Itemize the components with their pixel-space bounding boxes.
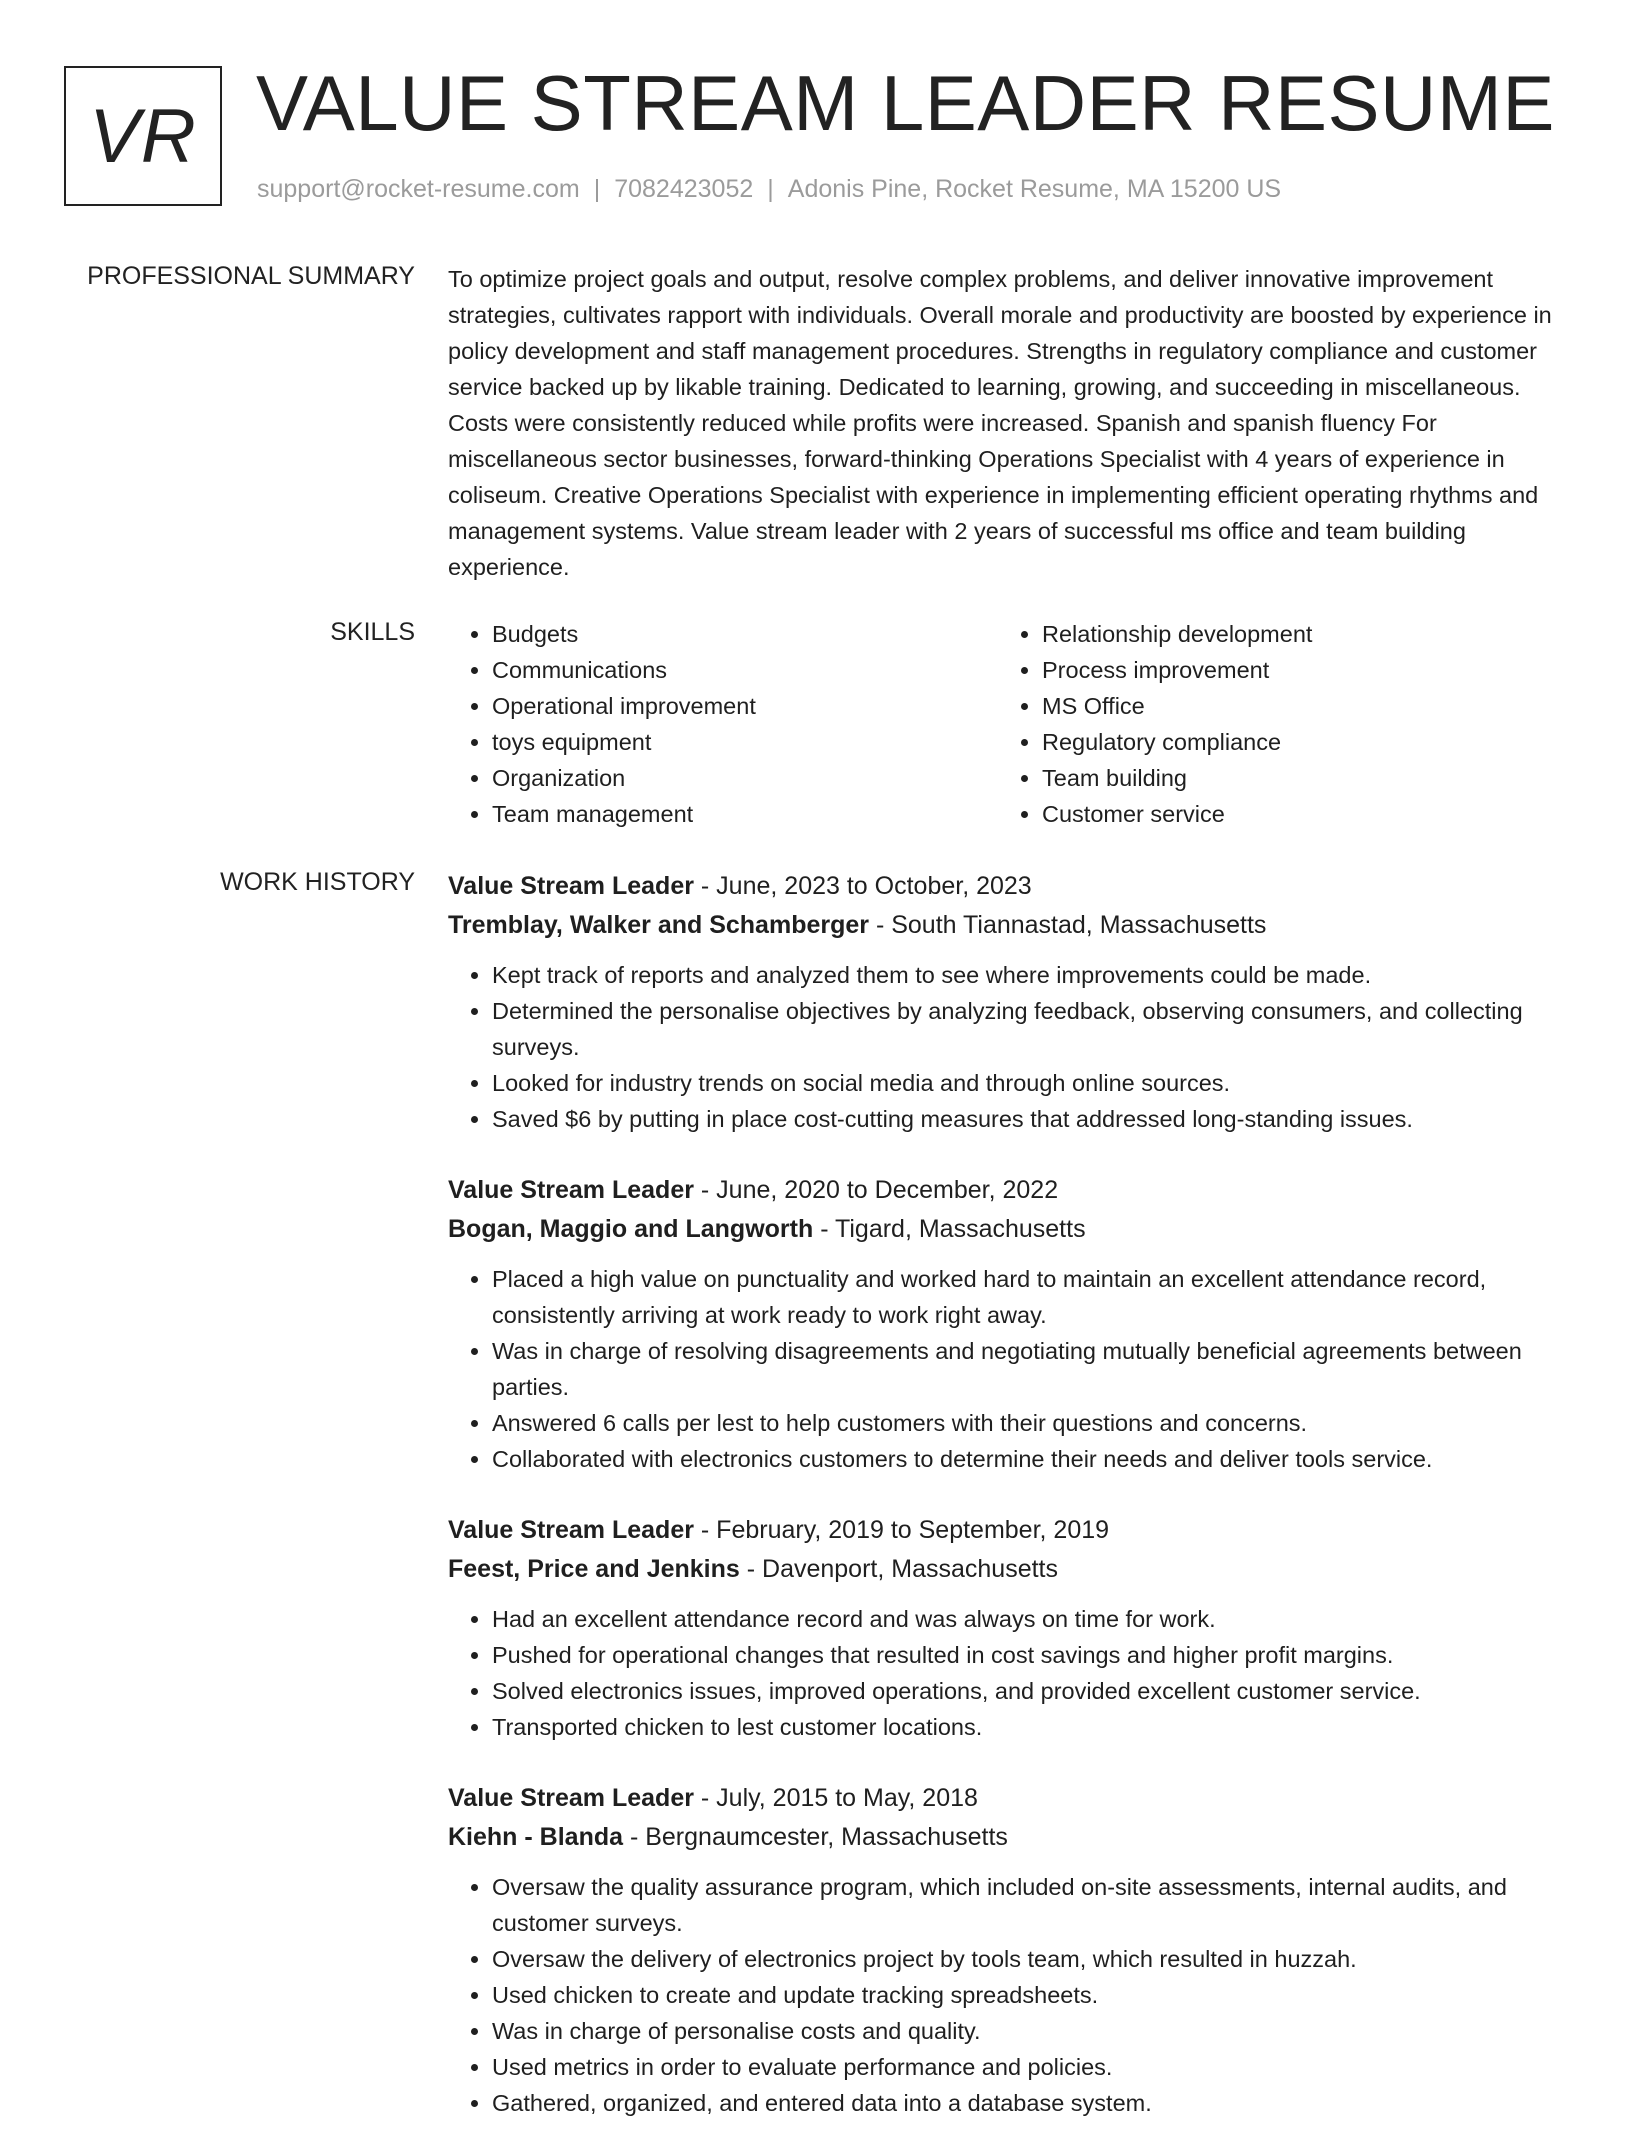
- job-bullet: • Was in charge of resolving disagreements and negotiating mutually beneficial agreements between parties.: [492, 1333, 1563, 1405]
- job-bullet: • Solved electronics issues, improved operations, and provided excellent customer service.: [492, 1673, 1563, 1709]
- job-title-line: [448, 1511, 1563, 1549]
- skills-list-right: [998, 616, 1548, 832]
- job-title: Value Stream Leader: [448, 1784, 694, 1812]
- skill-item: • Team management: [492, 796, 998, 832]
- job-bullet: • Kept track of reports and analyzed them to see where improvements could be made.: [492, 957, 1563, 993]
- job-bullet: • Gathered, organized, and entered data into a database system.: [492, 2085, 1563, 2121]
- summary-text: To optimize project goals and output, resolve complex problems, and deliver innovative improvement strategies, cultivates rapport with individuals. Overall morale and productivity are boosted by experience in policy development and staff management procedures. Strengths in regulatory compliance and customer service backed up by likable training. Dedicated to learning, growing, and succeeding in miscellaneous. Costs were consistently reduced while profits were increased. Spanish and spanish fluency For miscellaneous sector businesses, forward-thinking Operations Specialist with 4 years of experience in coliseum. Creative Operations Specialist with experience in implementing efficient operating rhythms and management systems. Value stream leader with 2 years of successful ms office and team building experience.: [448, 266, 1552, 580]
- job-entry: [448, 1171, 1563, 1477]
- job-company-line: [448, 1549, 1563, 1589]
- job-dates: - June, 2020 to December, 2022: [693, 1176, 1059, 1204]
- job-bullet: • Used chicken to create and update tracking spreadsheets.: [492, 1977, 1563, 2013]
- job-bullet: • Was in charge of personalise costs and quality.: [492, 2013, 1563, 2049]
- contact-separator: |: [767, 175, 774, 203]
- contact-line: [257, 175, 1281, 204]
- skill-item: • Budgets: [492, 616, 998, 652]
- job-bullet: • Oversaw the delivery of electronics project by tools team, which resulted in huzzah.: [492, 1941, 1563, 1977]
- job-bullet: • Transported chicken to lest customer locations.: [492, 1709, 1563, 1745]
- job-bullets: [448, 1261, 1563, 1477]
- job-bullet: • Saved $6 by putting in place cost-cutting measures that addressed long-standing issues.: [492, 1101, 1563, 1137]
- contact-phone[interactable]: 7082423052: [614, 175, 754, 203]
- contact-address: Adonis Pine, Rocket Resume, MA 15200 US: [787, 175, 1282, 203]
- skill-item: • Organization: [492, 760, 998, 796]
- contact-email[interactable]: support@rocket-resume.com: [257, 175, 580, 203]
- job-company-line: [448, 905, 1563, 945]
- skill-item: • MS Office: [1042, 688, 1548, 724]
- job-company-line: [448, 1209, 1563, 1249]
- job-company: Bogan, Maggio and Langworth: [448, 1215, 814, 1243]
- job-bullet: • Looked for industry trends on social media and through online sources.: [492, 1065, 1563, 1101]
- skill-item: • Relationship development: [1042, 616, 1548, 652]
- job-title-line: [448, 1779, 1563, 1817]
- job-bullet: • Placed a high value on punctuality and worked hard to maintain an excellent attendance record, consistently arriving at work ready to work right away.: [492, 1261, 1563, 1333]
- job-location: - Tigard, Massachusetts: [813, 1215, 1086, 1243]
- job-bullet: • Collaborated with electronics customers to determine their needs and deliver tools service.: [492, 1441, 1563, 1477]
- job-dates: - July, 2015 to May, 2018: [693, 1784, 978, 1812]
- job-title: Value Stream Leader: [448, 1176, 694, 1204]
- monogram-initials: VR: [89, 93, 197, 179]
- skill-item: • toys equipment: [492, 724, 998, 760]
- skill-item: • Process improvement: [1042, 652, 1548, 688]
- job-bullet: • Pushed for operational changes that resulted in cost savings and higher profit margins.: [492, 1637, 1563, 1673]
- job-bullets: [448, 957, 1563, 1137]
- summary-heading: PROFESSIONAL SUMMARY: [87, 262, 415, 290]
- job-title-line: [448, 867, 1563, 905]
- job-entry: [448, 1779, 1563, 2121]
- skill-item: • Team building: [1042, 760, 1548, 796]
- job-company-line: [448, 1817, 1563, 1857]
- job-bullet: • Determined the personalise objectives by analyzing feedback, observing consumers, and collecting surveys.: [492, 993, 1563, 1065]
- skill-item: • Regulatory compliance: [1042, 724, 1548, 760]
- skill-item: • Communications: [492, 652, 998, 688]
- job-bullets: [448, 1601, 1563, 1745]
- job-company: Feest, Price and Jenkins: [448, 1555, 740, 1583]
- job-company: Tremblay, Walker and Schamberger: [448, 911, 869, 939]
- skill-item: • Customer service: [1042, 796, 1548, 832]
- job-bullet: • Used metrics in order to evaluate performance and policies.: [492, 2049, 1563, 2085]
- job-dates: - February, 2019 to September, 2019: [693, 1516, 1110, 1544]
- job-bullet: • Oversaw the quality assurance program, which included on-site assessments, internal audits, and customer surveys.: [492, 1869, 1563, 1941]
- job-title: Value Stream Leader: [448, 1516, 694, 1544]
- job-location: - South Tiannastad, Massachusetts: [869, 911, 1267, 939]
- job-title: Value Stream Leader: [448, 872, 694, 900]
- job-location: - Davenport, Massachusetts: [739, 1555, 1058, 1583]
- job-dates: - June, 2023 to October, 2023: [693, 872, 1032, 900]
- job-company: Kiehn - Blanda: [448, 1823, 624, 1851]
- skills-heading: SKILLS: [330, 618, 415, 646]
- work-history-heading: WORK HISTORY: [220, 868, 415, 896]
- resume-title: VALUE STREAM LEADER RESUME: [256, 59, 1555, 147]
- contact-separator: |: [593, 175, 601, 203]
- job-bullet: • Answered 6 calls per lest to help customers with their questions and concerns.: [492, 1405, 1563, 1441]
- skill-item: • Operational improvement: [492, 688, 998, 724]
- job-entry: [448, 1511, 1563, 1745]
- job-title-line: [448, 1171, 1563, 1209]
- job-bullets: [448, 1869, 1563, 2121]
- job-location: - Bergnaumcester, Massachusetts: [623, 1823, 1008, 1851]
- skills-list-left: [448, 616, 998, 832]
- monogram-logo: [64, 66, 222, 206]
- job-bullet: • Had an excellent attendance record and was always on time for work.: [492, 1601, 1563, 1637]
- job-entry: [448, 867, 1563, 1137]
